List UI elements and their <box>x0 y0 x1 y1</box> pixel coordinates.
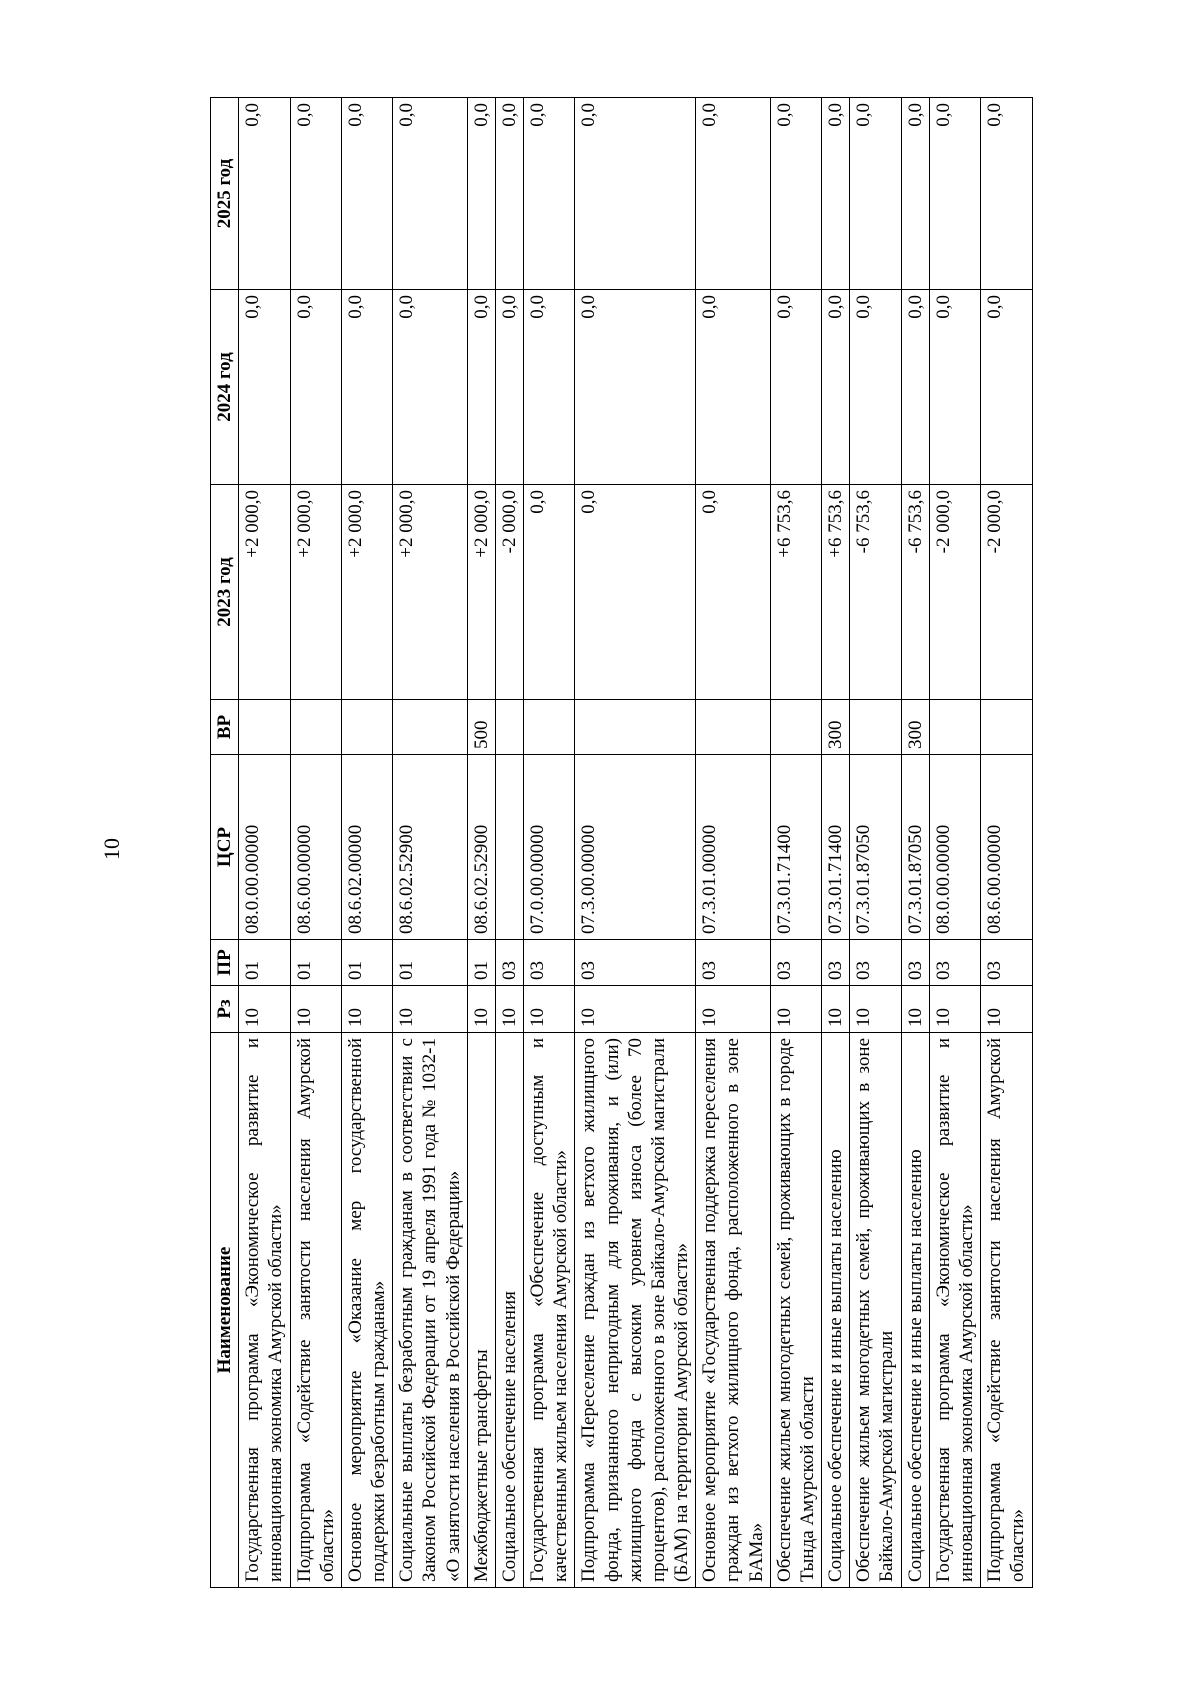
cell-pr: 01 <box>239 940 290 986</box>
cell-2023: 0,0 <box>696 485 771 700</box>
table-row <box>495 98 523 1588</box>
cell-pr: 03 <box>929 940 980 986</box>
cell-name: Социальные выплаты безработным гражданам в соответствии с Законом Российской Федерации от 19 апреля 1991 года № 1032-1 «О занятости населения в Российской Федерации» <box>393 1033 468 1588</box>
cell-csr: 07.3.01.87050 <box>901 755 929 940</box>
cell-vr <box>393 700 468 755</box>
cell-2024: 0,0 <box>341 290 392 485</box>
cell-2025: 0,0 <box>850 98 901 290</box>
cell-pr: 03 <box>575 940 696 986</box>
cell-name: Межбюджетные трансферты <box>467 1033 495 1588</box>
cell-name: Основное мероприятие «Оказание мер государственной поддержки безработным гражданам» <box>341 1033 392 1588</box>
cell-2024: 0,0 <box>524 290 575 485</box>
cell-2023: +2 000,0 <box>290 485 341 700</box>
cell-2024: 0,0 <box>901 290 929 485</box>
cell-rz: 10 <box>495 986 523 1033</box>
cell-rz: 10 <box>770 986 821 1033</box>
cell-2025: 0,0 <box>341 98 392 290</box>
cell-rz: 10 <box>696 986 771 1033</box>
header-2023: 2023 год <box>211 485 239 700</box>
cell-rz: 10 <box>575 986 696 1033</box>
cell-2023: -2 000,0 <box>929 485 980 700</box>
cell-2024: 0,0 <box>822 290 850 485</box>
table-row <box>696 98 771 1588</box>
header-vr: ВР <box>211 700 239 755</box>
cell-vr <box>290 700 341 755</box>
cell-rz: 10 <box>524 986 575 1033</box>
cell-2025: 0,0 <box>393 98 468 290</box>
cell-csr: 08.6.00.00000 <box>290 755 341 940</box>
table-body <box>239 98 1032 1588</box>
cell-pr: 03 <box>822 940 850 986</box>
cell-pr: 01 <box>467 940 495 986</box>
table-row <box>524 98 575 1588</box>
table-row <box>822 98 850 1588</box>
cell-2023: -2 000,0 <box>981 485 1032 700</box>
cell-2025: 0,0 <box>575 98 696 290</box>
cell-vr <box>495 700 523 755</box>
cell-csr: 07.3.01.00000 <box>696 755 771 940</box>
cell-vr <box>850 700 901 755</box>
cell-2024: 0,0 <box>290 290 341 485</box>
cell-csr: 08.6.02.00000 <box>341 755 392 940</box>
cell-pr: 01 <box>290 940 341 986</box>
cell-name: Подпрограмма «Переселение граждан из ветхого жилищного фонда, признанного непригодным для проживания, и (или) жилищного фонда с высоким уровнем износа (более 70 процентов), расположенного в зоне Байкало-Амурской магистрали (БАМ) на территории Амурской области» <box>575 1033 696 1588</box>
cell-2023: -6 753,6 <box>850 485 901 700</box>
cell-name: Социальное обеспечение населения <box>495 1033 523 1588</box>
cell-name: Социальное обеспечение и иные выплаты населению <box>901 1033 929 1588</box>
cell-2023: 0,0 <box>524 485 575 700</box>
cell-pr: 01 <box>393 940 468 986</box>
cell-pr: 03 <box>981 940 1032 986</box>
header-csr: ЦСР <box>211 755 239 940</box>
table-row <box>290 98 341 1588</box>
cell-name: Подпрограмма «Содействие занятости населения Амурской области» <box>290 1033 341 1588</box>
cell-name: Государственная программа «Обеспечение доступным и качественным жильем населения Амурской области» <box>524 1033 575 1588</box>
cell-rz: 10 <box>850 986 901 1033</box>
cell-2024: 0,0 <box>696 290 771 485</box>
cell-2023: +6 753,6 <box>770 485 821 700</box>
cell-2024: 0,0 <box>239 290 290 485</box>
cell-2025: 0,0 <box>290 98 341 290</box>
cell-2024: 0,0 <box>850 290 901 485</box>
cell-csr: 08.6.00.00000 <box>981 755 1032 940</box>
cell-vr <box>929 700 980 755</box>
cell-rz: 10 <box>822 986 850 1033</box>
table-header-row <box>211 98 239 1588</box>
cell-vr <box>524 700 575 755</box>
cell-csr: 07.3.00.00000 <box>575 755 696 940</box>
cell-csr: 07.3.01.87050 <box>850 755 901 940</box>
cell-rz: 10 <box>341 986 392 1033</box>
cell-2025: 0,0 <box>770 98 821 290</box>
header-name: Наименование <box>211 1033 239 1588</box>
cell-2025: 0,0 <box>929 98 980 290</box>
cell-csr <box>495 755 523 940</box>
cell-name: Социальное обеспечение и иные выплаты населению <box>822 1033 850 1588</box>
cell-2024: 0,0 <box>770 290 821 485</box>
page-number: 10 <box>99 838 124 860</box>
cell-csr: 07.3.01.71400 <box>822 755 850 940</box>
cell-2023: +2 000,0 <box>467 485 495 700</box>
cell-2024: 0,0 <box>981 290 1032 485</box>
cell-rz: 10 <box>901 986 929 1033</box>
table-row <box>239 98 290 1588</box>
cell-2025: 0,0 <box>696 98 771 290</box>
table-row <box>341 98 392 1588</box>
cell-csr: 07.0.00.00000 <box>524 755 575 940</box>
budget-table <box>210 97 1033 1588</box>
cell-pr: 03 <box>901 940 929 986</box>
cell-2024: 0,0 <box>575 290 696 485</box>
cell-rz: 10 <box>467 986 495 1033</box>
cell-2024: 0,0 <box>929 290 980 485</box>
cell-2023: +2 000,0 <box>393 485 468 700</box>
cell-rz: 10 <box>239 986 290 1033</box>
cell-pr: 01 <box>341 940 392 986</box>
table-row <box>770 98 821 1588</box>
header-2025: 2025 год <box>211 98 239 290</box>
header-2024: 2024 год <box>211 290 239 485</box>
table-row <box>981 98 1032 1588</box>
cell-vr <box>981 700 1032 755</box>
cell-pr: 03 <box>495 940 523 986</box>
header-pr: ПР <box>211 940 239 986</box>
table-row <box>901 98 929 1588</box>
cell-2023: -6 753,6 <box>901 485 929 700</box>
cell-csr: 07.3.01.71400 <box>770 755 821 940</box>
cell-rz: 10 <box>393 986 468 1033</box>
table-row <box>393 98 468 1588</box>
cell-2025: 0,0 <box>467 98 495 290</box>
cell-csr: 08.6.02.52900 <box>393 755 468 940</box>
cell-2023: +2 000,0 <box>239 485 290 700</box>
cell-name: Обеспечение жильем многодетных семей, проживающих в городе Тында Амурской области <box>770 1033 821 1588</box>
cell-name: Основное мероприятие «Государственная поддержка переселения граждан из ветхого жилищного фонда, расположенного в зоне БАМа» <box>696 1033 771 1588</box>
cell-pr: 03 <box>770 940 821 986</box>
cell-2025: 0,0 <box>901 98 929 290</box>
cell-vr: 300 <box>901 700 929 755</box>
rotated-table-container <box>210 98 1030 1588</box>
cell-2025: 0,0 <box>239 98 290 290</box>
cell-2024: 0,0 <box>467 290 495 485</box>
cell-2023: 0,0 <box>575 485 696 700</box>
cell-2023: -2 000,0 <box>495 485 523 700</box>
cell-rz: 10 <box>290 986 341 1033</box>
table-row <box>929 98 980 1588</box>
table-row <box>850 98 901 1588</box>
cell-2025: 0,0 <box>822 98 850 290</box>
cell-csr: 08.6.02.52900 <box>467 755 495 940</box>
cell-vr <box>696 700 771 755</box>
cell-rz: 10 <box>981 986 1032 1033</box>
cell-csr: 08.0.00.00000 <box>239 755 290 940</box>
table-row <box>575 98 696 1588</box>
cell-csr: 08.0.00.00000 <box>929 755 980 940</box>
cell-name: Обеспечение жильем многодетных семей, проживающих в зоне Байкало-Амурской магистрали <box>850 1033 901 1588</box>
cell-pr: 03 <box>850 940 901 986</box>
cell-2025: 0,0 <box>524 98 575 290</box>
cell-vr <box>341 700 392 755</box>
cell-pr: 03 <box>696 940 771 986</box>
cell-2025: 0,0 <box>495 98 523 290</box>
cell-vr: 500 <box>467 700 495 755</box>
table-row <box>467 98 495 1588</box>
cell-name: Государственная программа «Экономическое развитие и инновационная экономика Амурской области» <box>239 1033 290 1588</box>
cell-2024: 0,0 <box>495 290 523 485</box>
cell-rz: 10 <box>929 986 980 1033</box>
cell-pr: 03 <box>524 940 575 986</box>
header-rz: Рз <box>211 986 239 1033</box>
cell-2023: +2 000,0 <box>341 485 392 700</box>
cell-vr <box>575 700 696 755</box>
cell-2025: 0,0 <box>981 98 1032 290</box>
cell-vr <box>239 700 290 755</box>
cell-name: Государственная программа «Экономическое развитие и инновационная экономика Амурской области» <box>929 1033 980 1588</box>
cell-2024: 0,0 <box>393 290 468 485</box>
cell-name: Подпрограмма «Содействие занятости населения Амурской области» <box>981 1033 1032 1588</box>
cell-vr: 300 <box>822 700 850 755</box>
cell-2023: +6 753,6 <box>822 485 850 700</box>
cell-vr <box>770 700 821 755</box>
